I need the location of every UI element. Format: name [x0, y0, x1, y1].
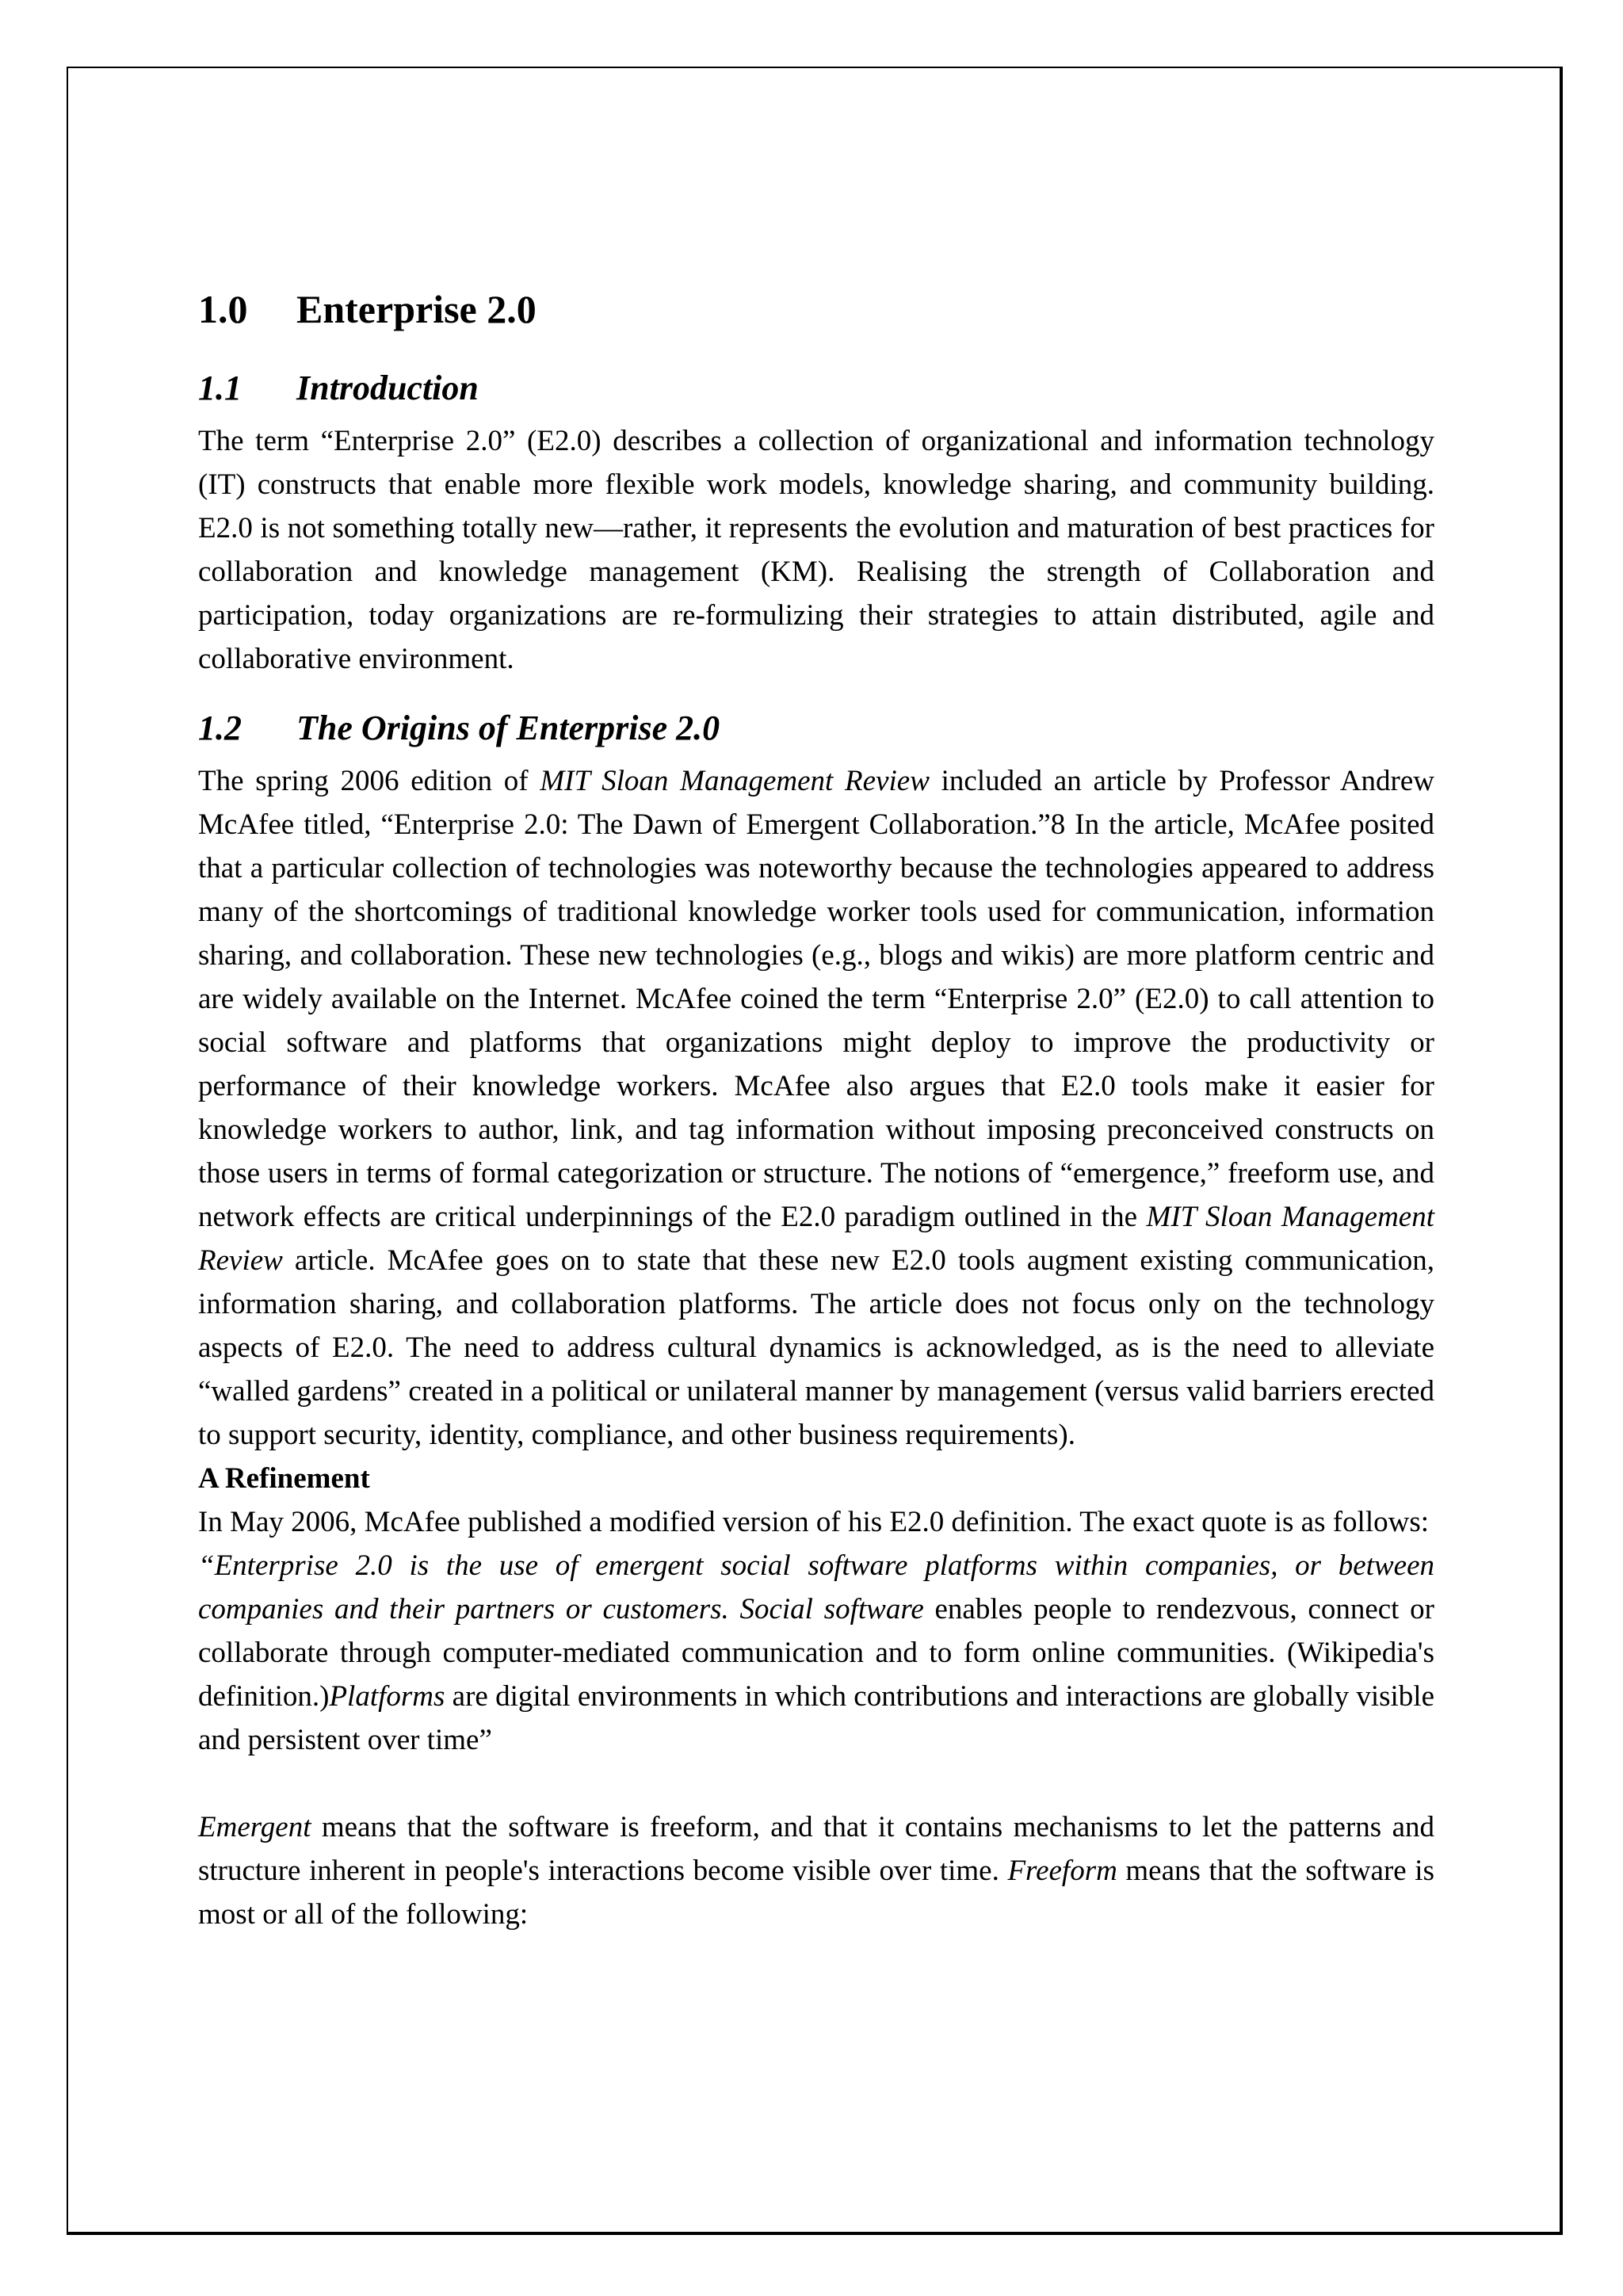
origins-paragraph: [198, 759, 1434, 1457]
term-emergent: Emergent: [198, 1810, 311, 1843]
journal-title: MIT Sloan Management Review: [540, 764, 930, 797]
chapter-number: 1.0: [198, 287, 248, 331]
text-run: are digital environments in which contributions and interactions are globally visible and persistent over time”: [198, 1679, 1434, 1756]
chapter-heading: [198, 285, 1434, 333]
journal-title: MIT Sloan Management Review: [198, 1200, 1434, 1277]
term-freeform: Freeform: [1007, 1854, 1117, 1887]
refinement-paragraph: In May 2006, McAfee published a modified version of his E2.0 definition. The exact quote is as follows:: [198, 1505, 1430, 1538]
introduction-paragraph: The term “Enterprise 2.0” (E2.0) describes a collection of organizational and information technology (IT) constructs that enable more flexible work models, knowledge sharing, and community building. E2.0 is not something totally new—rather, it represents the evolution and maturation of best practices for collaboration and knowledge management (KM). Realising the strength of Collaboration and participation, today organizations are re-formulizing their strategies to attain distributed, agile and collaborative environment.: [198, 424, 1434, 675]
emergent-paragraph: [198, 1805, 1434, 1936]
document-body: [198, 285, 1434, 1936]
text-run: means that the software is freeform, and that it contains mechanisms to let the patterns and structure inherent in people's interactions become visible over time.: [198, 1810, 1434, 1887]
text-run: included an article by Professor Andrew McAfee titled, “Enterprise 2.0: The Dawn of Emergent Collaboration.”8 In the article, McAfee posited that a particular collection of technologies was noteworthy because the technologies appeared to address many of the shortcomings of traditional knowledge worker tools used for communication, information sharing, and collaboration. These new technologies (e.g., blogs and wikis) are more platform centric and are widely available on the Internet. McAfee coined the term “Enterprise 2.0” (E2.0) to call attention to social software and platforms that organizations might deploy to improve the productivity or performance of their knowledge workers. McAfee also argues that E2.0 tools make it easier for knowledge workers to author, link, and tag information without imposing preconceived constructs on those users in terms of formal categorization or structure. The notions of “emergence,” freeform use, and network effects are critical underpinnings of the E2.0 paradigm outlined in the: [198, 764, 1435, 1233]
chapter-title: Enterprise 2.0: [296, 287, 537, 331]
section-heading-introduction: [198, 368, 1434, 410]
subheading-refinement: A Refinement: [198, 1461, 370, 1495]
section-number: 1.1: [198, 369, 242, 407]
quote-italic: “Enterprise 2.0 is the use of emergent social software platforms within companies, or between companies and their partners or customers. Social software: [198, 1549, 1434, 1626]
blank-line: [198, 1762, 1434, 1805]
section-title: The Origins of Enterprise 2.0: [296, 708, 720, 747]
section-title: Introduction: [296, 369, 479, 407]
text-run: means that the software is most or all of the following:: [198, 1854, 1434, 1931]
section-number: 1.2: [198, 708, 242, 747]
text-run: The spring 2006 edition of: [198, 764, 540, 797]
definition-quote: [198, 1544, 1434, 1762]
text-run: article. McAfee goes on to state that these new E2.0 tools augment existing communication, information sharing, and collaboration platforms. The article does not focus only on the technology aspects of E2.0. The need to address cultural dynamics is acknowledged, as is the need to alleviate “walled gardens” created in a political or unilateral manner by management (versus valid barriers erected to support security, identity, compliance, and other business requirements).: [198, 1244, 1434, 1451]
section-heading-origins: [198, 708, 1434, 750]
quote-italic: Platforms: [329, 1679, 445, 1713]
text-run: enables people to rendezvous, connect or collaborate through computer-mediated communication and to form online communities. (Wikipedia's definition.): [198, 1592, 1434, 1713]
